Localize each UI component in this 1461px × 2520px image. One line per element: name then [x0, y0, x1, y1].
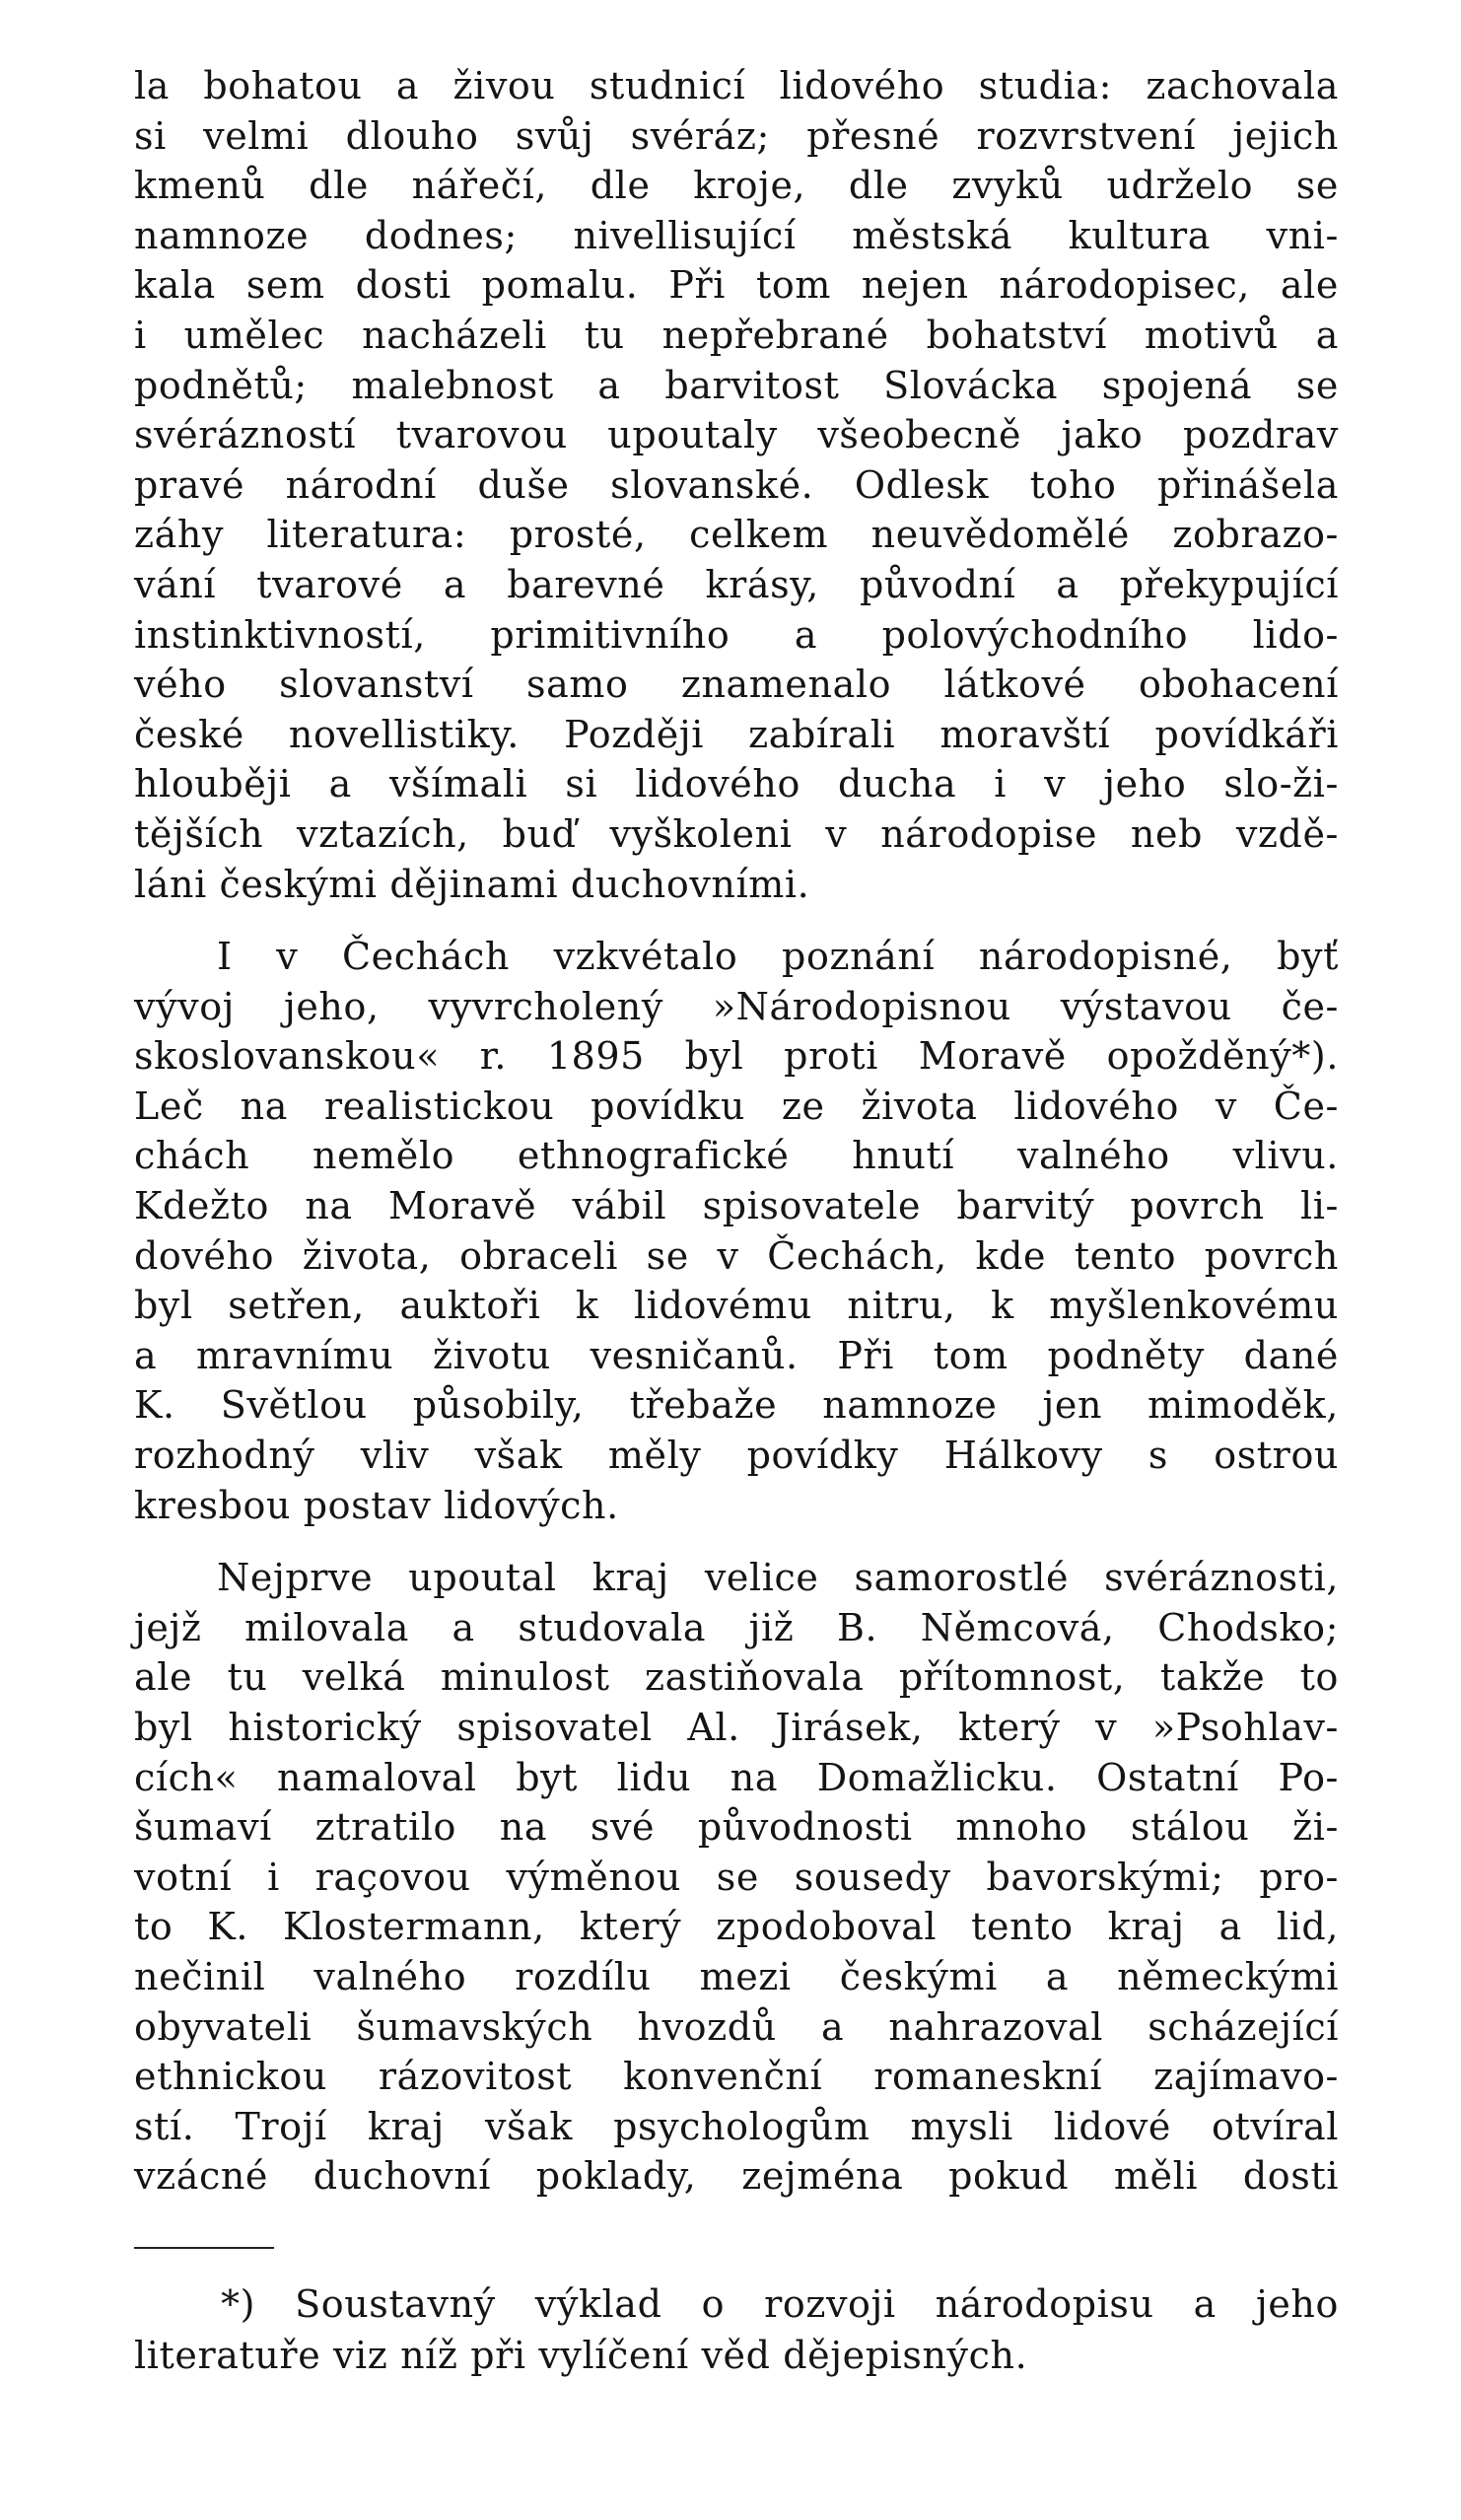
footnote-line: literatuře viz níž při vylíčení věd dějepisných.	[134, 2333, 1028, 2377]
text-line: podnětů; malebnost a barvitost Slovácka spojená se	[134, 363, 1339, 407]
text-line: ale tu velká minulost zastiňovala přítomnost, takže to	[134, 1655, 1339, 1700]
text-line: namnoze dodnes; nivellisující městská kultura vni-	[134, 213, 1339, 257]
text-line: cích« namaloval byt lidu na Domažlicku. Ostatní Po-	[134, 1755, 1339, 1799]
footnote-divider	[134, 2247, 274, 2249]
text-line: kresbou postav lidových.	[134, 1483, 619, 1527]
text-line: láni českými dějinami duchovními.	[134, 862, 810, 906]
paragraph-2	[134, 932, 1339, 1530]
text-line: svérázností tvarovou upoutaly všeobecně jako pozdrav	[134, 413, 1339, 457]
text-line: vzácné duchovní poklady, zejména pokud měli dosti	[134, 2154, 1339, 2199]
text-line: tějších vztazích, buď vyškoleni v národopise neb vzdě-	[134, 811, 1339, 856]
text-line: pravé národní duše slovanské. Odlesk toho přinášela	[134, 462, 1339, 507]
text-line: byl setřen, auktoři k lidovému nitru, k myšlenkovému	[134, 1284, 1339, 1328]
text-line: vého slovanství samo znamenalo látkové obohacení	[134, 663, 1339, 707]
text-line: Nejprve upoutal kraj velice samorostlé svéráznosti,	[217, 1556, 1339, 1600]
footnote-line: *) Soustavný výklad o rozvoji národopisu a jeho	[221, 2281, 1339, 2326]
text-line: K. Světlou působily, třebaže namnoze jen mimoděk,	[134, 1383, 1339, 1428]
text-line: hlouběji a všímali si lidového ducha i v jeho slo-ži-	[134, 762, 1339, 806]
text-line: byl historický spisovatel Al. Jirásek, který v »Psohlav-	[134, 1706, 1339, 1749]
text-line: kmenů dle nářečí, dle kroje, dle zvyků udrželo se	[134, 164, 1339, 208]
text-line: to K. Klostermann, který zpodoboval tento kraj a lid,	[134, 1905, 1339, 1949]
text-line: nečinil valného rozdílu mezi českými a německými	[134, 1954, 1339, 1998]
text-line: šumaví ztratilo na své původnosti mnoho stálou ži-	[134, 1805, 1339, 1850]
text-line: stí. Trojí kraj však psychologům mysli lidové otvíral	[134, 2104, 1339, 2148]
text-line: kala sem dosti pomalu. Při tom nejen národopisec, ale	[134, 263, 1339, 308]
document-page	[134, 61, 1339, 2381]
paragraph-1	[134, 61, 1339, 909]
text-line: i umělec nacházeli tu nepřebrané bohatství motivů a	[134, 313, 1339, 357]
text-line: votní i raçovou výměnou se sousedy bavorskými; pro-	[134, 1855, 1339, 1899]
footnote	[134, 2278, 1339, 2381]
text-line: instinktivností, primitivního a polovýchodního lido-	[134, 612, 1339, 657]
paragraph-3	[134, 1553, 1339, 2202]
text-line: si velmi dlouho svůj svéráz; přesné rozvrstvení jejich	[134, 113, 1339, 158]
text-line: la bohatou a živou studnicí lidového studia: zachovala	[134, 64, 1339, 107]
text-line: I v Čechách vzkvétalo poznání národopisné, byť	[217, 935, 1339, 979]
text-line: záhy literatura: prosté, celkem neuvědomělé zobrazo-	[134, 513, 1339, 557]
text-line: rozhodný vliv však měly povídky Hálkovy s ostrou	[134, 1434, 1339, 1478]
text-line: Kdežto na Moravě vábil spisovatele barvitý povrch li-	[134, 1184, 1339, 1228]
text-line: jejž milovala a studovala již B. Němcová, Chodsko;	[134, 1605, 1339, 1649]
text-line: vývoj jeho, vyvrcholený »Národopisnou výstavou če-	[134, 984, 1339, 1028]
text-line: české novellistiky. Později zabírali moravští povídkáři	[134, 712, 1339, 756]
text-line: a mravnímu životu vesničanů. Při tom podněty dané	[134, 1333, 1339, 1377]
text-line: vání tvarové a barevné krásy, původní a překypující	[134, 562, 1339, 606]
text-line: obyvateli šumavských hvozdů a nahrazoval scházející	[134, 2004, 1339, 2049]
text-line: dového života, obraceli se v Čechách, kde tento povrch	[134, 1233, 1339, 1278]
text-line: skoslovanskou« r. 1895 byl proti Moravě opožděný*).	[134, 1034, 1339, 1079]
text-line: ethnickou rázovitost konvenční romaneskní zajímavo-	[134, 2055, 1339, 2099]
text-line: chách nemělo ethnografické hnutí valného vlivu.	[134, 1134, 1339, 1178]
text-line: Leč na realistickou povídku ze života lidového v Če-	[134, 1084, 1339, 1128]
